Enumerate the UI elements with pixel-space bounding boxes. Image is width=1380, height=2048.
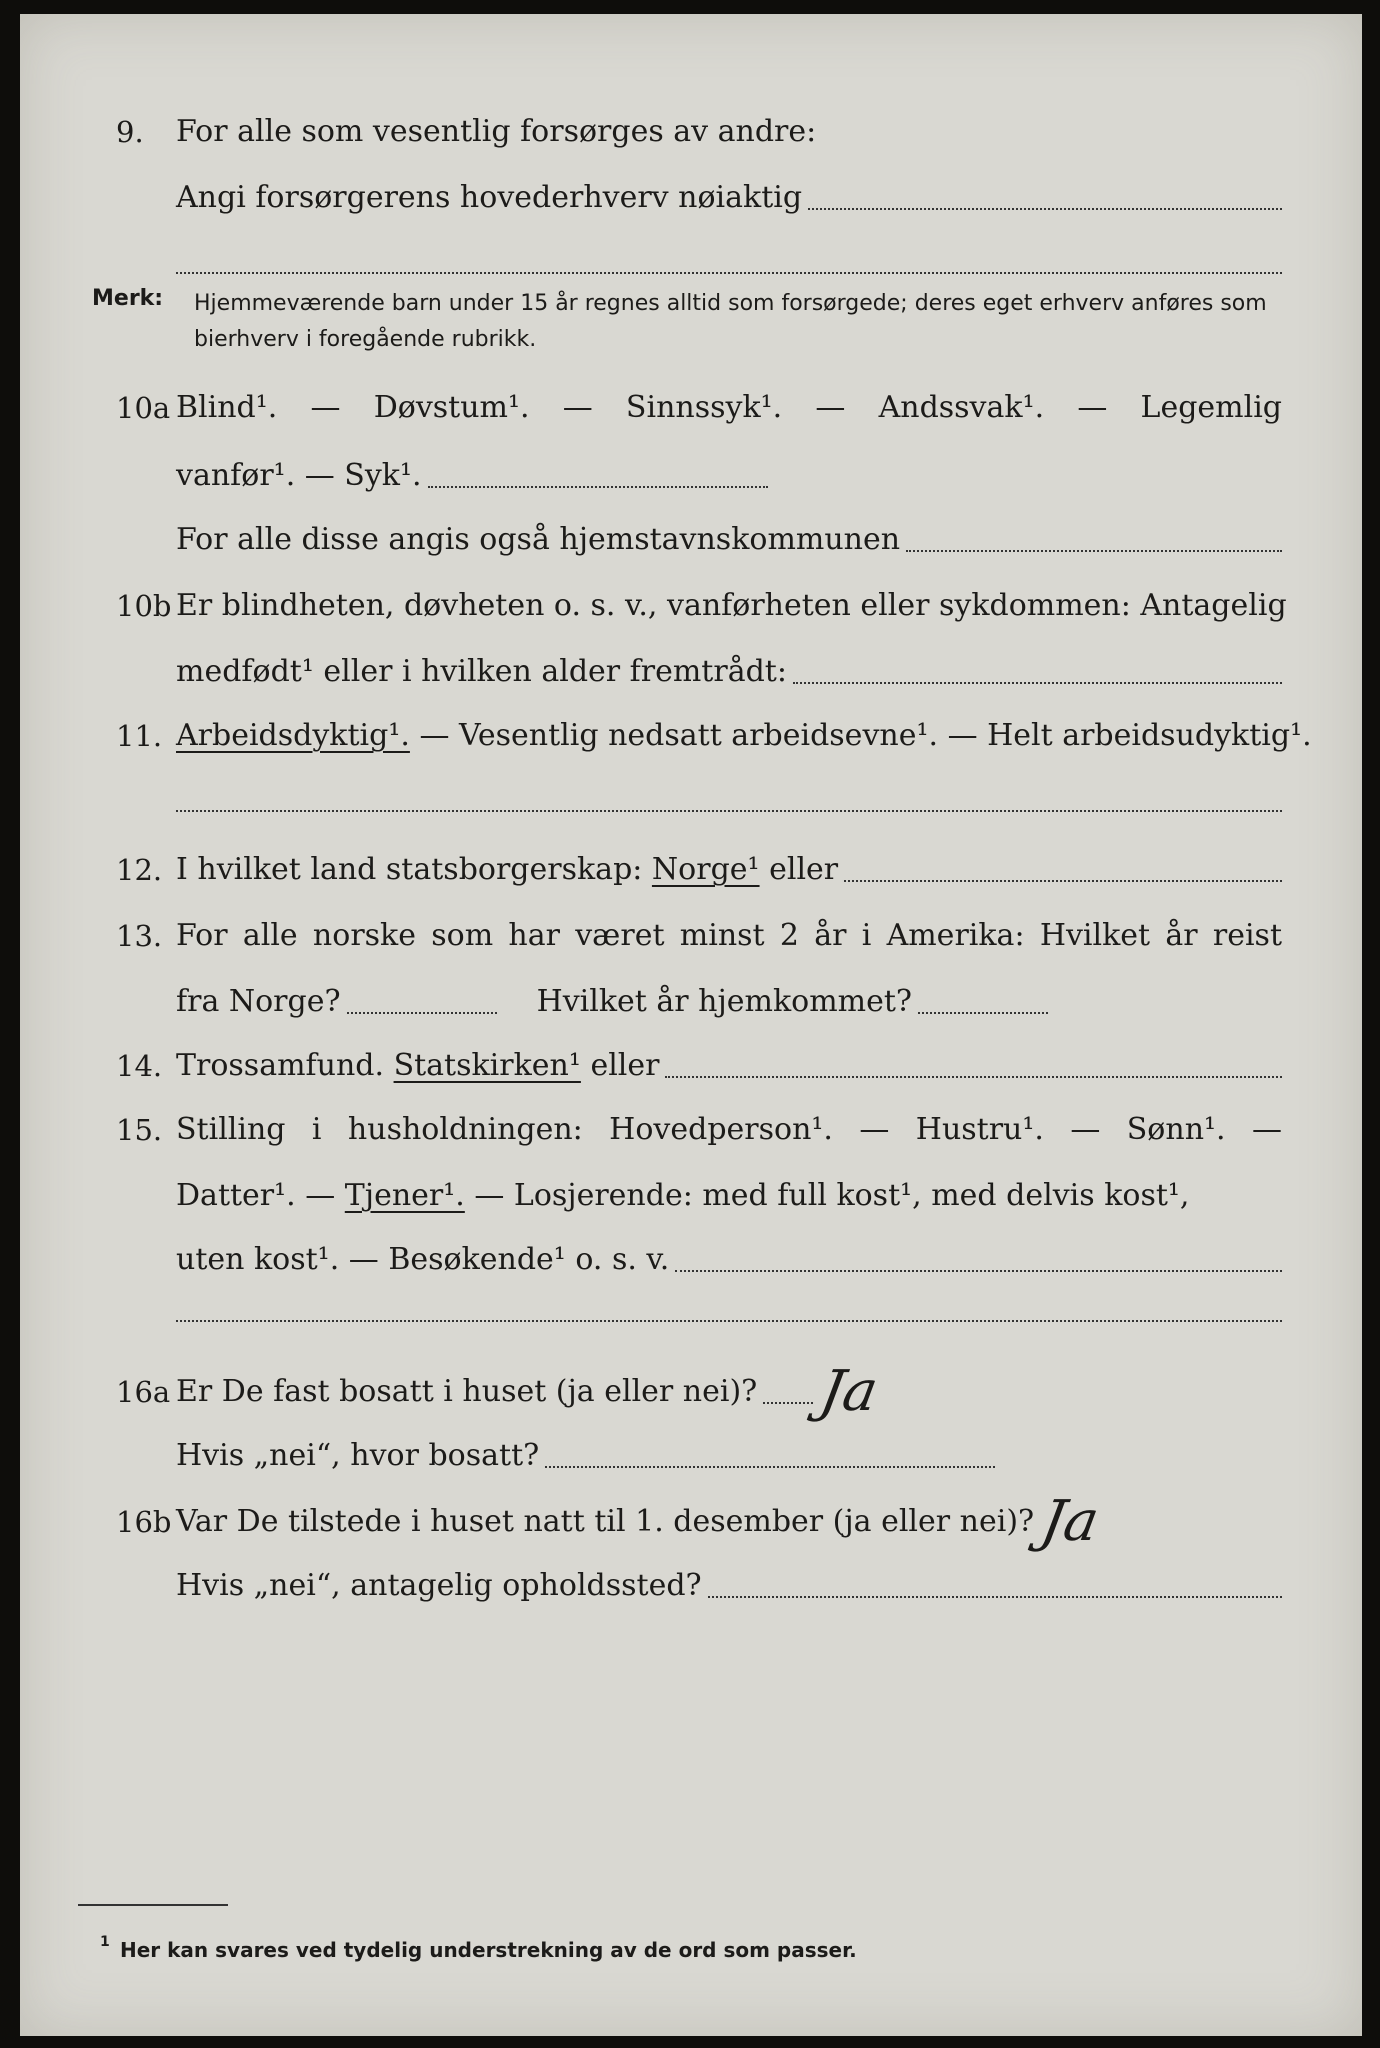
answer-field-dotted[interactable] <box>708 1595 1282 1598</box>
answer-field-dotted[interactable] <box>906 549 1282 552</box>
merk-label: Merk: <box>92 286 164 311</box>
answer-field-dotted[interactable] <box>347 1011 497 1014</box>
field-label: For alle disse angis også hjemstavnskommunen <box>176 522 901 557</box>
question-text: For alle som vesentlig forsørges av andre: <box>176 114 817 149</box>
question-13 <box>20 914 1362 958</box>
question-number: 12. <box>116 853 163 887</box>
question-text: Stilling i husholdningen: Hovedperson¹. — Hustru¹. — Sønn¹. — <box>176 1112 1282 1147</box>
answer-field-dotted[interactable] <box>918 1011 1048 1014</box>
question-15 <box>20 1108 1362 1152</box>
question-number: 13. <box>116 919 163 953</box>
question-text: Blind¹. — Døvstum¹. — Sinnssyk¹. — Andssvak¹. — Legemlig <box>176 390 1282 425</box>
answer-field-dotted[interactable] <box>665 1075 1282 1078</box>
field-label: vanfør¹. — Syk¹. <box>176 458 422 493</box>
footnote-mark: 1 <box>100 1934 110 1950</box>
dotted-line <box>176 1320 1282 1322</box>
dotted-line <box>176 810 1282 812</box>
question-text: Var De tilstede i huset natt til 1. desember (ja eller nei)? <box>176 1504 1035 1539</box>
question-number: 10b <box>116 589 172 623</box>
question-text: — Vesentlig nedsatt arbeidsevne¹. — Helt arbeidsudyktig¹. <box>409 718 1312 753</box>
handwritten-answer[interactable]: Ja <box>815 1359 883 1424</box>
question-text: For alle norske som har været minst 2 år i Amerika: Hvilket år reist <box>176 918 1282 953</box>
question-14: 14. Trossamfund. Statskirken¹ eller <box>20 1044 1362 1088</box>
question-10b <box>20 584 1362 628</box>
field-label: fra Norge? <box>176 984 341 1019</box>
question-9 <box>20 110 1362 154</box>
field-label: Angi forsørgerens hovederhverv nøiaktig <box>176 180 803 215</box>
answer-field-dotted[interactable] <box>675 1269 1282 1272</box>
question-number: 14. <box>116 1049 163 1083</box>
field-label: medfødt¹ eller i hvilken alder fremtrådt: <box>176 654 787 689</box>
field-label: Hvis „nei“, antagelig opholdssted? <box>176 1568 702 1603</box>
footnote-rule <box>78 1904 228 1906</box>
question-number: 11. <box>116 719 163 753</box>
question-10a <box>20 386 1362 430</box>
question-16b <box>20 1489 1362 1554</box>
question-text: Er De fast bosatt i huset (ja eller nei)? <box>176 1374 758 1409</box>
handwritten-answer[interactable]: Ja <box>1036 1489 1104 1554</box>
question-number: 16b <box>116 1505 172 1539</box>
dotted-line <box>176 272 1282 274</box>
question-number: 16a <box>116 1375 171 1409</box>
question-9-field <box>20 176 1362 220</box>
answer-field-dotted[interactable] <box>793 681 1282 684</box>
field-label: Hvilket år hjemkommet? <box>536 984 913 1019</box>
option-arbeidsdyktig-underlined[interactable]: Arbeidsdyktig¹. <box>176 718 410 753</box>
answer-field-dotted[interactable] <box>545 1465 995 1468</box>
question-16a <box>20 1359 1362 1424</box>
question-11 <box>20 714 1362 758</box>
question-text: Er blindheten, døvheten o. s. v., vanførheten eller sykdommen: Antagelig <box>176 588 1287 623</box>
question-number: 15. <box>116 1113 163 1147</box>
field-label: Hvis „nei“, hvor bosatt? <box>176 1438 540 1473</box>
option-tjener-underlined[interactable]: Tjener¹. <box>344 1178 465 1213</box>
footnote-text: Her kan svares ved tydelig understrekning av de ord som passer. <box>120 1938 857 1962</box>
field-label: uten kost¹. — Besøkende¹ o. s. v. <box>176 1242 670 1277</box>
question-12: 12. I hvilket land statsborgerskap: Norge¹ eller <box>20 848 1362 892</box>
option-statskirken-underlined[interactable]: Statskirken¹ <box>393 1048 581 1083</box>
answer-field-dotted[interactable] <box>844 879 1282 882</box>
answer-field-dotted[interactable] <box>428 485 768 488</box>
question-number: 10a <box>116 391 171 425</box>
question-number: 9. <box>116 115 144 149</box>
footnote <box>100 1934 857 1962</box>
option-norge-underlined[interactable]: Norge¹ <box>651 852 760 887</box>
census-form-page: 9. For alle som vesentlig forsørges av andre: Angi forsørgerens hovederhverv nøiaktig Merk: Hjemmeværende barn under 15 år regnes alltid som forsørgede; deres eget erhverv anføres som bierhverv i foregående rubrikk. 10a Blind¹. — Døvstum¹. — Sinnssyk¹. — Andssvak¹. — Legemlig vanfør¹. — Syk¹. For alle disse angis også hjemstavnskommunen 10b Er blindheten, døvheten o. s. v., vanførheten eller sykdommen: Antagelig medfødt¹ eller i hvilken alder fremtrådt: 11. Arbeidsdyktig¹. — Vesentlig nedsatt arbeidsevne¹. — Helt arbeidsudyktig¹. 12. I hvilket land statsborgerskap: Norge¹ eller 13. For alle norske som har været minst 2 år i Amerika: Hvilket år reist fra Norge? Hvilket år hjemkommet? 14. Trossamfund. Statskirken¹ eller 15. Stilling i husholdningen: Hovedperson¹. — Hustru¹. — Sønn¹. — Datter¹. — Tjener¹. — Losjerende: med full kost¹, med delvis kost¹, uten kost¹. — Besøkende¹ o. s. v. 16a Er De fast bosatt i huset (ja eller nei)? Ja Hvis „nei“, hvor bosatt? 16b Var De tilstede i huset natt til 1. desember (ja eller nei)? Ja Hvis „nei“, antagelig opholdssted? 1 Her kan svares ved tydelig understrekning av de ord som passer. <box>20 14 1362 2036</box>
question-text: Trossamfund. <box>176 1048 394 1083</box>
merk-text: Hjemmeværende barn under 15 år regnes alltid som forsørgede; deres eget erhverv anføres som bierhverv i foregående rubrikk. <box>194 291 1267 352</box>
question-text: I hvilket land statsborgerskap: <box>176 852 652 887</box>
answer-field-dotted[interactable] <box>808 207 1282 210</box>
